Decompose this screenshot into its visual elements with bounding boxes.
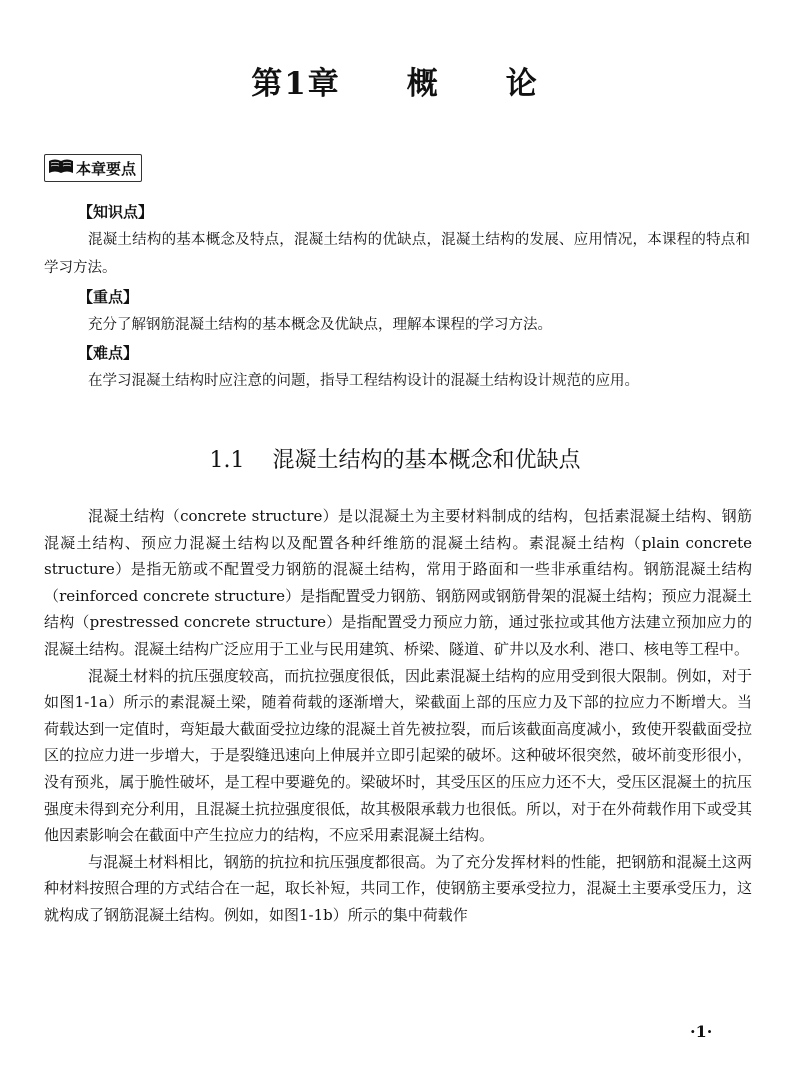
section-title <box>0 443 790 474</box>
paragraph-3: 与混凝土材料相比，钢筋的抗拉和抗压强度都很高。为了充分发挥材料的性能，把钢筋和混凝土这两种材料按照合理的方式结合在一起，取长补短，共同工作，使钢筋主要承受拉力，混凝土主要承受压力，这就构成了钢筋混凝土结构。例如，如图1-1b）所示的集中荷载作 <box>44 852 752 924</box>
focus-text: 充分了解钢筋混凝土结构的基本概念及优缺点，理解本课程的学习方法。 <box>88 317 552 333</box>
key-points-label: 本章要点 <box>76 159 137 178</box>
body-text <box>44 503 752 929</box>
difficulty-text: 在学习混凝土结构时应注意的问题，指导工程结构设计的混凝土结构设计规范的应用。 <box>88 373 639 389</box>
knowledge-points-block <box>44 198 750 282</box>
difficulty-label: 【难点】 <box>78 344 139 362</box>
paragraph-1: 混凝土结构（concrete structure）是以混凝土为主要材料制成的结构，包括素混凝土结构、钢筋混凝土结构、预应力混凝土结构以及配置各种纤维筋的混凝土结构。素混凝土结构（plain concrete structure）是指无筋或不配置受力钢筋的混凝土结构，常用于路面和一些非承重结构。钢筋混凝土结构（reinforced concrete structure）是指配置受力钢筋、钢筋网或钢筋骨架的混凝土结构；预应力混凝土结构（prestressed concrete structure）是指配置受力预应力筋，通过张拉或其他方法建立预加应力的混凝土结构。混凝土结构广泛应用于工业与民用建筑、桥梁、隧道、矿井以及水利、港口、核电等工程中。 <box>44 507 752 658</box>
key-points-badge <box>44 154 142 182</box>
paragraph-2: 混凝土材料的抗压强度较高，而抗拉强度很低，因此素混凝土结构的应用受到很大限制。例如，对于如图1-1a）所示的素混凝土梁，随着荷载的逐渐增大，梁截面上部的压应力及下部的拉应力不断增大。当荷载达到一定值时，弯矩最大截面受拉边缘的混凝土首先被拉裂，而后该截面高度减小，致使开裂截面受拉区的拉应力进一步增大，于是裂缝迅速向上伸展并立即引起梁的破坏。这种破坏很突然，破坏前变形很小，没有预兆，属于脆性破坏，是工程中要避免的。梁破坏时，其受压区的压应力还不大，受压区混凝土的抗压强度未得到充分利用，且混凝土抗拉强度很低，故其极限承载力也很低。所以，对于在外荷载作用下或受其他因素影响会在截面中产生拉应力的结构，不应采用素混凝土结构。 <box>44 666 752 845</box>
section-number: 1.1 <box>209 448 245 473</box>
section-heading: 混凝土结构的基本概念和优缺点 <box>272 448 581 473</box>
knowledge-text: 混凝土结构的基本概念及特点，混凝土结构的优缺点，混凝土结构的发展、应用情况，本课程的特点和学习方法。 <box>44 232 750 276</box>
chapter-number: 第1章 <box>251 66 341 102</box>
open-book-icon <box>48 158 76 178</box>
chapter-title <box>0 58 790 103</box>
chapter-title-part1: 概 <box>406 66 440 102</box>
focus-block <box>44 283 750 339</box>
focus-label: 【重点】 <box>78 288 139 306</box>
page-number: ·1· <box>690 1022 713 1041</box>
knowledge-label: 【知识点】 <box>78 203 154 221</box>
chapter-title-part2: 论 <box>505 66 539 102</box>
difficulty-block <box>44 339 750 395</box>
